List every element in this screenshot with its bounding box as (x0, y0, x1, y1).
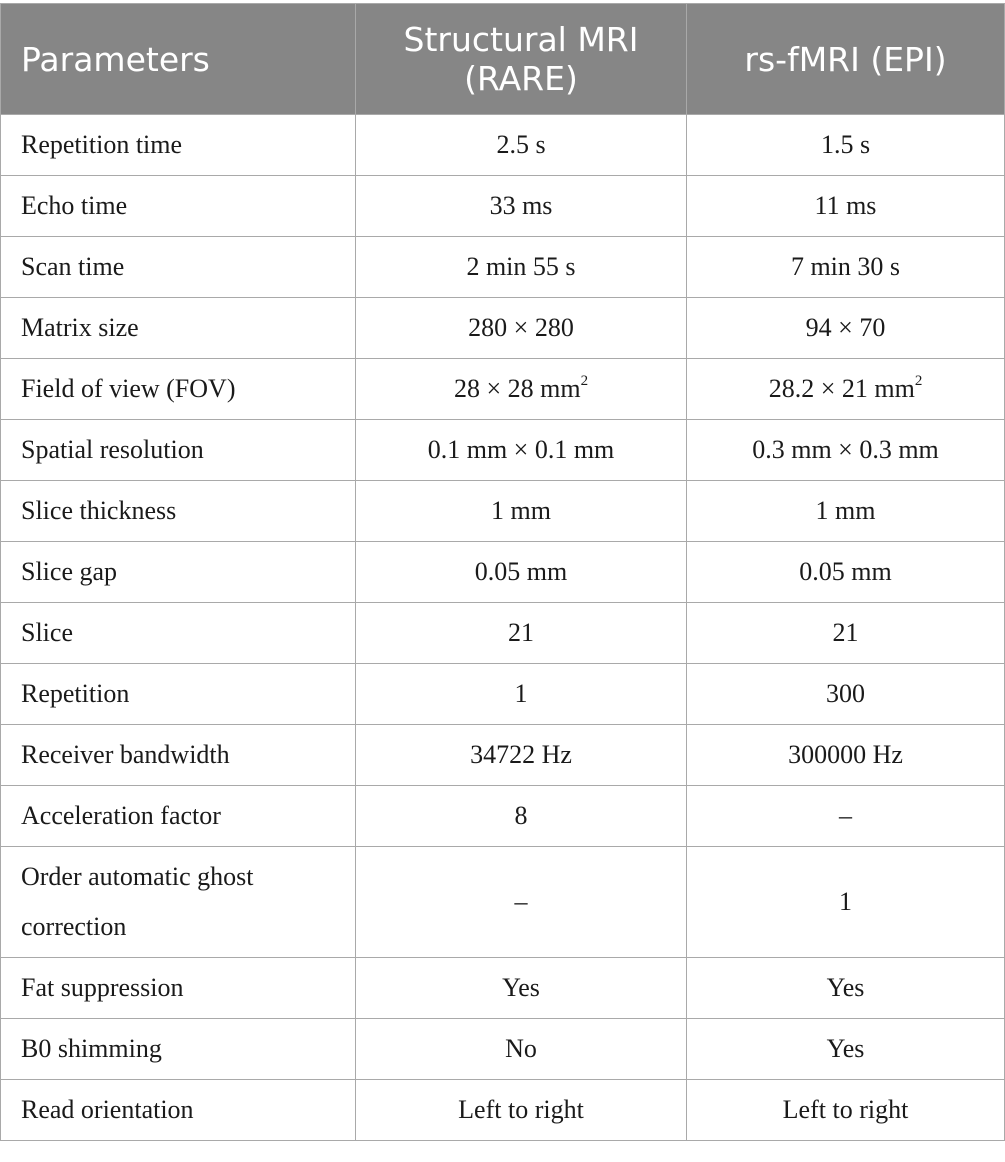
row-parameter: Fat suppression (1, 958, 356, 1019)
row-parameter: Repetition time (1, 115, 356, 176)
row-structural-value (356, 359, 687, 420)
row-parameter: Field of view (FOV) (1, 359, 356, 420)
row-fmri-value: 21 (687, 603, 1005, 664)
table-row (1, 786, 1005, 847)
row-fmri-value: 1 mm (687, 481, 1005, 542)
row-structural-value: Yes (356, 958, 687, 1019)
table-row (1, 298, 1005, 359)
row-fmri-value: 7 min 30 s (687, 237, 1005, 298)
row-structural-value: 1 (356, 664, 687, 725)
row-parameter: Acceleration factor (1, 786, 356, 847)
row-structural-value: 8 (356, 786, 687, 847)
header-parameters: Parameters (1, 4, 356, 115)
table-row (1, 481, 1005, 542)
table-row (1, 664, 1005, 725)
row-structural-value: 280 × 280 (356, 298, 687, 359)
row-fmri-value: 0.05 mm (687, 542, 1005, 603)
row-fmri-value: 300000 Hz (687, 725, 1005, 786)
row-fmri-value: – (687, 786, 1005, 847)
row-fmri-value: 1 (687, 847, 1005, 958)
row-structural-value: 0.05 mm (356, 542, 687, 603)
structural-fov-value: 28 × 28 mm (453, 374, 581, 403)
row-fmri-value (687, 359, 1005, 420)
row-parameter: Read orientation (1, 1080, 356, 1141)
row-structural-value: No (356, 1019, 687, 1080)
row-parameter: Slice gap (1, 542, 356, 603)
row-parameter: Repetition (1, 664, 356, 725)
table-row (1, 359, 1005, 420)
fmri-fov-value: 28.2 × 21 mm (768, 374, 915, 403)
row-structural-value: 21 (356, 603, 687, 664)
row-parameter: B0 shimming (1, 1019, 356, 1080)
row-parameter: Receiver bandwidth (1, 725, 356, 786)
row-structural-value: 0.1 mm × 0.1 mm (356, 420, 687, 481)
row-structural-value: 1 mm (356, 481, 687, 542)
row-structural-value: 2 min 55 s (356, 237, 687, 298)
row-fmri-value: Left to right (687, 1080, 1005, 1141)
table-row (1, 603, 1005, 664)
row-parameter: Slice thickness (1, 481, 356, 542)
row-fmri-value: 1.5 s (687, 115, 1005, 176)
fmri-fov-exponent: 2 (914, 373, 923, 390)
table-row (1, 176, 1005, 237)
row-structural-value: 33 ms (356, 176, 687, 237)
table-header-row (1, 4, 1005, 115)
table-row (1, 1080, 1005, 1141)
row-fmri-value: Yes (687, 958, 1005, 1019)
structural-fov-exponent: 2 (580, 373, 589, 390)
row-fmri-value: 0.3 mm × 0.3 mm (687, 420, 1005, 481)
table-row (1, 958, 1005, 1019)
table-row (1, 237, 1005, 298)
table-row (1, 420, 1005, 481)
table-row (1, 115, 1005, 176)
row-parameter: Slice (1, 603, 356, 664)
table-row (1, 725, 1005, 786)
row-parameter: Scan time (1, 237, 356, 298)
table-row (1, 847, 1005, 958)
row-fmri-value: 11 ms (687, 176, 1005, 237)
header-structural-mri: Structural MRI (RARE) (356, 4, 687, 115)
row-parameter: Matrix size (1, 298, 356, 359)
table-row (1, 1019, 1005, 1080)
row-structural-value: 34722 Hz (356, 725, 687, 786)
row-parameter: Echo time (1, 176, 356, 237)
table-row (1, 542, 1005, 603)
row-structural-value: – (356, 847, 687, 958)
row-fmri-value: 300 (687, 664, 1005, 725)
mri-parameters-table (0, 3, 1005, 1141)
row-structural-value: Left to right (356, 1080, 687, 1141)
row-structural-value: 2.5 s (356, 115, 687, 176)
row-parameter: Order automatic ghost correction (1, 847, 356, 958)
row-parameter: Spatial resolution (1, 420, 356, 481)
row-fmri-value: Yes (687, 1019, 1005, 1080)
row-fmri-value: 94 × 70 (687, 298, 1005, 359)
header-rs-fmri: rs-fMRI (EPI) (687, 4, 1005, 115)
